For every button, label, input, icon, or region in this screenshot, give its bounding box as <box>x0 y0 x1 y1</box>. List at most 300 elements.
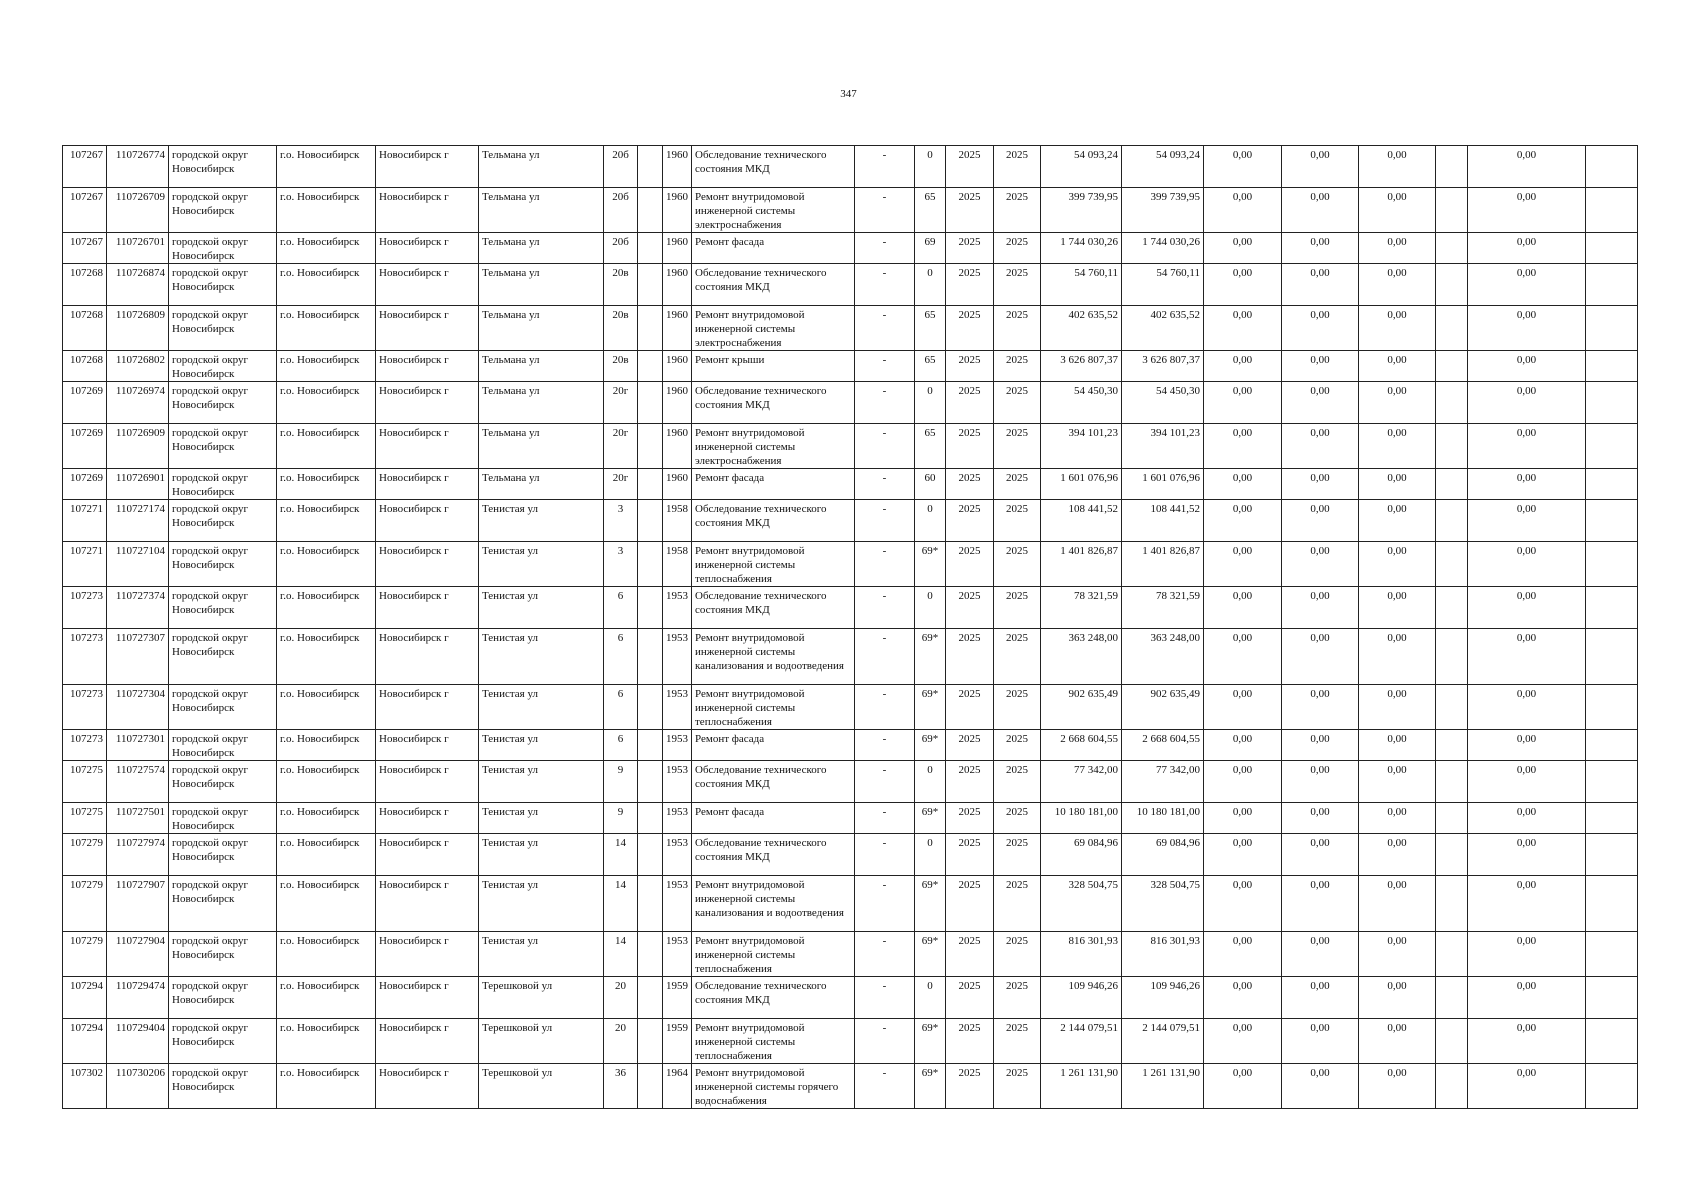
house-number-cell: 20г <box>604 424 638 469</box>
construction-year-cell: 1960 <box>663 424 692 469</box>
register-id-cell: 107268 <box>63 306 107 351</box>
element-id-cell: 110727974 <box>107 834 169 876</box>
municipal-district-cell: г.о. Новосибирск <box>277 977 376 1019</box>
work-type-cell: Обследование технического состояния МКД <box>692 977 855 1019</box>
register-id-cell: 107271 <box>63 542 107 587</box>
budget-federal-cell: 0,00 <box>1204 761 1282 803</box>
street-cell: Тельмана ул <box>479 382 604 424</box>
fund-cost-cell: 1 261 131,90 <box>1122 1064 1204 1109</box>
blank-cell <box>1436 761 1468 803</box>
work-type-cell: Ремонт внутридомовой инженерной системы теплоснабжения <box>692 542 855 587</box>
budget-regional-cell: 0,00 <box>1282 761 1359 803</box>
house-number-cell: 6 <box>604 587 638 629</box>
locality-cell: Новосибирск г <box>376 351 479 382</box>
total-cost-cell: 69 084,96 <box>1041 834 1122 876</box>
element-id-cell: 110729474 <box>107 977 169 1019</box>
budget-regional-cell: 0,00 <box>1282 685 1359 730</box>
table-row <box>63 629 1638 685</box>
element-id-cell: 110727307 <box>107 629 169 685</box>
building-cell <box>638 233 663 264</box>
budget-federal-cell: 0,00 <box>1204 932 1282 977</box>
total-cost-cell: 902 635,49 <box>1041 685 1122 730</box>
register-id-cell: 107269 <box>63 424 107 469</box>
house-number-cell: 20г <box>604 382 638 424</box>
municipality-cell: городской округ Новосибирск <box>169 761 277 803</box>
year-end-cell: 2025 <box>994 542 1041 587</box>
table-row <box>63 1064 1638 1109</box>
street-cell: Тельмана ул <box>479 306 604 351</box>
element-id-cell: 110726874 <box>107 264 169 306</box>
construction-year-cell: 1953 <box>663 685 692 730</box>
element-id-cell: 110727174 <box>107 500 169 542</box>
blank-cell <box>1436 424 1468 469</box>
budget-local-cell: 0,00 <box>1359 761 1436 803</box>
fund-cost-cell: 363 248,00 <box>1122 629 1204 685</box>
budget-federal-cell: 0,00 <box>1204 500 1282 542</box>
year-start-cell: 2025 <box>946 351 994 382</box>
budget-federal-cell: 0,00 <box>1204 876 1282 932</box>
year-end-cell: 2025 <box>994 1019 1041 1064</box>
element-id-cell: 110726901 <box>107 469 169 500</box>
municipality-cell: городской округ Новосибирск <box>169 306 277 351</box>
municipality-cell: городской округ Новосибирск <box>169 233 277 264</box>
empty-mark-cell: - <box>855 587 915 629</box>
element-id-cell: 110726802 <box>107 351 169 382</box>
budget-local-cell: 0,00 <box>1359 264 1436 306</box>
locality-cell: Новосибирск г <box>376 730 479 761</box>
building-cell <box>638 264 663 306</box>
wear-percent-cell: 69* <box>915 1064 946 1109</box>
note-cell <box>1586 500 1638 542</box>
year-end-cell: 2025 <box>994 761 1041 803</box>
year-start-cell: 2025 <box>946 146 994 188</box>
year-start-cell: 2025 <box>946 834 994 876</box>
year-end-cell: 2025 <box>994 382 1041 424</box>
municipality-cell: городской округ Новосибирск <box>169 730 277 761</box>
budget-regional-cell: 0,00 <box>1282 1064 1359 1109</box>
blank-cell <box>1436 629 1468 685</box>
construction-year-cell: 1959 <box>663 1019 692 1064</box>
empty-mark-cell: - <box>855 876 915 932</box>
other-sources-cell: 0,00 <box>1468 233 1586 264</box>
budget-local-cell: 0,00 <box>1359 730 1436 761</box>
municipal-district-cell: г.о. Новосибирск <box>277 500 376 542</box>
budget-federal-cell: 0,00 <box>1204 730 1282 761</box>
municipal-district-cell: г.о. Новосибирск <box>277 1064 376 1109</box>
municipality-cell: городской округ Новосибирск <box>169 382 277 424</box>
building-cell <box>638 500 663 542</box>
empty-mark-cell: - <box>855 469 915 500</box>
municipality-cell: городской округ Новосибирск <box>169 146 277 188</box>
budget-local-cell: 0,00 <box>1359 233 1436 264</box>
register-id-cell: 107273 <box>63 730 107 761</box>
fund-cost-cell: 328 504,75 <box>1122 876 1204 932</box>
fund-cost-cell: 902 635,49 <box>1122 685 1204 730</box>
budget-local-cell: 0,00 <box>1359 803 1436 834</box>
wear-percent-cell: 69* <box>915 629 946 685</box>
year-end-cell: 2025 <box>994 1064 1041 1109</box>
budget-local-cell: 0,00 <box>1359 834 1436 876</box>
work-type-cell: Ремонт крыши <box>692 351 855 382</box>
total-cost-cell: 363 248,00 <box>1041 629 1122 685</box>
table-row <box>63 306 1638 351</box>
budget-local-cell: 0,00 <box>1359 932 1436 977</box>
year-end-cell: 2025 <box>994 730 1041 761</box>
municipal-district-cell: г.о. Новосибирск <box>277 876 376 932</box>
element-id-cell: 110726809 <box>107 306 169 351</box>
locality-cell: Новосибирск г <box>376 306 479 351</box>
wear-percent-cell: 0 <box>915 382 946 424</box>
house-number-cell: 9 <box>604 803 638 834</box>
house-number-cell: 6 <box>604 730 638 761</box>
element-id-cell: 110727301 <box>107 730 169 761</box>
budget-federal-cell: 0,00 <box>1204 977 1282 1019</box>
budget-federal-cell: 0,00 <box>1204 264 1282 306</box>
budget-regional-cell: 0,00 <box>1282 188 1359 233</box>
table-row <box>63 542 1638 587</box>
locality-cell: Новосибирск г <box>376 685 479 730</box>
other-sources-cell: 0,00 <box>1468 1064 1586 1109</box>
register-id-cell: 107268 <box>63 351 107 382</box>
municipal-district-cell: г.о. Новосибирск <box>277 629 376 685</box>
year-start-cell: 2025 <box>946 264 994 306</box>
blank-cell <box>1436 1064 1468 1109</box>
budget-federal-cell: 0,00 <box>1204 424 1282 469</box>
house-number-cell: 20б <box>604 233 638 264</box>
empty-mark-cell: - <box>855 730 915 761</box>
year-end-cell: 2025 <box>994 424 1041 469</box>
table-row <box>63 730 1638 761</box>
street-cell: Тенистая ул <box>479 629 604 685</box>
element-id-cell: 110726709 <box>107 188 169 233</box>
blank-cell <box>1436 188 1468 233</box>
year-start-cell: 2025 <box>946 730 994 761</box>
register-id-cell: 107269 <box>63 469 107 500</box>
element-id-cell: 110726909 <box>107 424 169 469</box>
work-type-cell: Обследование технического состояния МКД <box>692 146 855 188</box>
budget-federal-cell: 0,00 <box>1204 146 1282 188</box>
fund-cost-cell: 78 321,59 <box>1122 587 1204 629</box>
construction-year-cell: 1960 <box>663 264 692 306</box>
building-cell <box>638 306 663 351</box>
other-sources-cell: 0,00 <box>1468 876 1586 932</box>
table-row <box>63 685 1638 730</box>
budget-federal-cell: 0,00 <box>1204 188 1282 233</box>
empty-mark-cell: - <box>855 977 915 1019</box>
empty-mark-cell: - <box>855 803 915 834</box>
empty-mark-cell: - <box>855 1064 915 1109</box>
register-id-cell: 107294 <box>63 1019 107 1064</box>
work-type-cell: Обследование технического состояния МКД <box>692 264 855 306</box>
year-start-cell: 2025 <box>946 542 994 587</box>
street-cell: Тенистая ул <box>479 876 604 932</box>
total-cost-cell: 1 601 076,96 <box>1041 469 1122 500</box>
year-start-cell: 2025 <box>946 587 994 629</box>
total-cost-cell: 54 760,11 <box>1041 264 1122 306</box>
element-id-cell: 110727104 <box>107 542 169 587</box>
street-cell: Тенистая ул <box>479 761 604 803</box>
year-end-cell: 2025 <box>994 306 1041 351</box>
municipality-cell: городской округ Новосибирск <box>169 1019 277 1064</box>
house-number-cell: 20г <box>604 469 638 500</box>
construction-year-cell: 1958 <box>663 542 692 587</box>
blank-cell <box>1436 542 1468 587</box>
street-cell: Тенистая ул <box>479 730 604 761</box>
register-id-cell: 107279 <box>63 932 107 977</box>
municipal-district-cell: г.о. Новосибирск <box>277 1019 376 1064</box>
blank-cell <box>1436 306 1468 351</box>
repair-register-table <box>62 145 1638 1109</box>
blank-cell <box>1436 351 1468 382</box>
fund-cost-cell: 77 342,00 <box>1122 761 1204 803</box>
note-cell <box>1586 876 1638 932</box>
budget-local-cell: 0,00 <box>1359 500 1436 542</box>
year-start-cell: 2025 <box>946 761 994 803</box>
municipal-district-cell: г.о. Новосибирск <box>277 932 376 977</box>
budget-federal-cell: 0,00 <box>1204 233 1282 264</box>
municipality-cell: городской округ Новосибирск <box>169 834 277 876</box>
element-id-cell: 110727501 <box>107 803 169 834</box>
other-sources-cell: 0,00 <box>1468 500 1586 542</box>
work-type-cell: Ремонт внутридомовой инженерной системы горячего водоснабжения <box>692 1064 855 1109</box>
budget-federal-cell: 0,00 <box>1204 834 1282 876</box>
table-row <box>63 876 1638 932</box>
budget-federal-cell: 0,00 <box>1204 542 1282 587</box>
budget-federal-cell: 0,00 <box>1204 629 1282 685</box>
total-cost-cell: 328 504,75 <box>1041 876 1122 932</box>
locality-cell: Новосибирск г <box>376 977 479 1019</box>
municipal-district-cell: г.о. Новосибирск <box>277 469 376 500</box>
register-id-cell: 107275 <box>63 803 107 834</box>
house-number-cell: 14 <box>604 932 638 977</box>
street-cell: Терешковой ул <box>479 1019 604 1064</box>
register-id-cell: 107273 <box>63 629 107 685</box>
locality-cell: Новосибирск г <box>376 803 479 834</box>
building-cell <box>638 685 663 730</box>
street-cell: Тенистая ул <box>479 932 604 977</box>
other-sources-cell: 0,00 <box>1468 382 1586 424</box>
budget-local-cell: 0,00 <box>1359 977 1436 1019</box>
note-cell <box>1586 1064 1638 1109</box>
note-cell <box>1586 469 1638 500</box>
street-cell: Тельмана ул <box>479 351 604 382</box>
register-id-cell: 107294 <box>63 977 107 1019</box>
house-number-cell: 3 <box>604 500 638 542</box>
other-sources-cell: 0,00 <box>1468 761 1586 803</box>
element-id-cell: 110727907 <box>107 876 169 932</box>
register-id-cell: 107267 <box>63 146 107 188</box>
building-cell <box>638 469 663 500</box>
empty-mark-cell: - <box>855 264 915 306</box>
municipal-district-cell: г.о. Новосибирск <box>277 761 376 803</box>
table-row <box>63 761 1638 803</box>
municipality-cell: городской округ Новосибирск <box>169 977 277 1019</box>
wear-percent-cell: 65 <box>915 351 946 382</box>
budget-regional-cell: 0,00 <box>1282 803 1359 834</box>
wear-percent-cell: 69* <box>915 876 946 932</box>
element-id-cell: 110726774 <box>107 146 169 188</box>
year-end-cell: 2025 <box>994 469 1041 500</box>
wear-percent-cell: 65 <box>915 306 946 351</box>
element-id-cell: 110730206 <box>107 1064 169 1109</box>
house-number-cell: 20б <box>604 146 638 188</box>
page-number: 347 <box>840 88 857 100</box>
municipality-cell: городской округ Новосибирск <box>169 351 277 382</box>
empty-mark-cell: - <box>855 932 915 977</box>
fund-cost-cell: 816 301,93 <box>1122 932 1204 977</box>
year-start-cell: 2025 <box>946 629 994 685</box>
year-end-cell: 2025 <box>994 188 1041 233</box>
house-number-cell: 20 <box>604 1019 638 1064</box>
other-sources-cell: 0,00 <box>1468 730 1586 761</box>
locality-cell: Новосибирск г <box>376 1064 479 1109</box>
wear-percent-cell: 0 <box>915 834 946 876</box>
building-cell <box>638 351 663 382</box>
fund-cost-cell: 1 401 826,87 <box>1122 542 1204 587</box>
construction-year-cell: 1960 <box>663 188 692 233</box>
construction-year-cell: 1953 <box>663 834 692 876</box>
fund-cost-cell: 1 601 076,96 <box>1122 469 1204 500</box>
municipality-cell: городской округ Новосибирск <box>169 500 277 542</box>
municipal-district-cell: г.о. Новосибирск <box>277 146 376 188</box>
house-number-cell: 3 <box>604 542 638 587</box>
total-cost-cell: 1 261 131,90 <box>1041 1064 1122 1109</box>
building-cell <box>638 146 663 188</box>
locality-cell: Новосибирск г <box>376 834 479 876</box>
note-cell <box>1586 424 1638 469</box>
budget-regional-cell: 0,00 <box>1282 1019 1359 1064</box>
total-cost-cell: 54 450,30 <box>1041 382 1122 424</box>
year-end-cell: 2025 <box>994 685 1041 730</box>
element-id-cell: 110726974 <box>107 382 169 424</box>
element-id-cell: 110727374 <box>107 587 169 629</box>
blank-cell <box>1436 1019 1468 1064</box>
municipal-district-cell: г.о. Новосибирск <box>277 351 376 382</box>
note-cell <box>1586 264 1638 306</box>
fund-cost-cell: 54 093,24 <box>1122 146 1204 188</box>
year-end-cell: 2025 <box>994 803 1041 834</box>
total-cost-cell: 3 626 807,37 <box>1041 351 1122 382</box>
budget-local-cell: 0,00 <box>1359 424 1436 469</box>
street-cell: Тенистая ул <box>479 685 604 730</box>
construction-year-cell: 1953 <box>663 587 692 629</box>
budget-regional-cell: 0,00 <box>1282 382 1359 424</box>
construction-year-cell: 1960 <box>663 233 692 264</box>
work-type-cell: Ремонт фасада <box>692 469 855 500</box>
register-id-cell: 107268 <box>63 264 107 306</box>
work-type-cell: Обследование технического состояния МКД <box>692 761 855 803</box>
note-cell <box>1586 188 1638 233</box>
empty-mark-cell: - <box>855 542 915 587</box>
street-cell: Тельмана ул <box>479 469 604 500</box>
construction-year-cell: 1953 <box>663 932 692 977</box>
locality-cell: Новосибирск г <box>376 587 479 629</box>
wear-percent-cell: 0 <box>915 761 946 803</box>
building-cell <box>638 542 663 587</box>
wear-percent-cell: 65 <box>915 424 946 469</box>
budget-regional-cell: 0,00 <box>1282 876 1359 932</box>
register-id-cell: 107302 <box>63 1064 107 1109</box>
municipality-cell: городской округ Новосибирск <box>169 685 277 730</box>
blank-cell <box>1436 264 1468 306</box>
register-id-cell: 107279 <box>63 834 107 876</box>
street-cell: Тенистая ул <box>479 587 604 629</box>
locality-cell: Новосибирск г <box>376 188 479 233</box>
table-row <box>63 469 1638 500</box>
year-end-cell: 2025 <box>994 587 1041 629</box>
fund-cost-cell: 402 635,52 <box>1122 306 1204 351</box>
budget-federal-cell: 0,00 <box>1204 1064 1282 1109</box>
budget-regional-cell: 0,00 <box>1282 500 1359 542</box>
work-type-cell: Ремонт внутридомовой инженерной системы электроснабжения <box>692 306 855 351</box>
budget-local-cell: 0,00 <box>1359 587 1436 629</box>
work-type-cell: Ремонт внутридомовой инженерной системы теплоснабжения <box>692 685 855 730</box>
empty-mark-cell: - <box>855 685 915 730</box>
work-type-cell: Обследование технического состояния МКД <box>692 587 855 629</box>
budget-regional-cell: 0,00 <box>1282 146 1359 188</box>
work-type-cell: Ремонт фасада <box>692 233 855 264</box>
element-id-cell: 110726701 <box>107 233 169 264</box>
street-cell: Терешковой ул <box>479 977 604 1019</box>
work-type-cell: Ремонт фасада <box>692 730 855 761</box>
wear-percent-cell: 65 <box>915 188 946 233</box>
locality-cell: Новосибирск г <box>376 761 479 803</box>
building-cell <box>638 977 663 1019</box>
work-type-cell: Ремонт фасада <box>692 803 855 834</box>
table-row <box>63 1019 1638 1064</box>
element-id-cell: 110727304 <box>107 685 169 730</box>
municipality-cell: городской округ Новосибирск <box>169 803 277 834</box>
street-cell: Терешковой ул <box>479 1064 604 1109</box>
register-id-cell: 107273 <box>63 587 107 629</box>
year-end-cell: 2025 <box>994 932 1041 977</box>
empty-mark-cell: - <box>855 1019 915 1064</box>
table-row <box>63 264 1638 306</box>
total-cost-cell: 2 668 604,55 <box>1041 730 1122 761</box>
work-type-cell: Ремонт внутридомовой инженерной системы теплоснабжения <box>692 932 855 977</box>
blank-cell <box>1436 382 1468 424</box>
total-cost-cell: 77 342,00 <box>1041 761 1122 803</box>
note-cell <box>1586 587 1638 629</box>
fund-cost-cell: 54 760,11 <box>1122 264 1204 306</box>
locality-cell: Новосибирск г <box>376 629 479 685</box>
table-row <box>63 932 1638 977</box>
year-start-cell: 2025 <box>946 932 994 977</box>
year-start-cell: 2025 <box>946 876 994 932</box>
empty-mark-cell: - <box>855 351 915 382</box>
budget-regional-cell: 0,00 <box>1282 932 1359 977</box>
other-sources-cell: 0,00 <box>1468 351 1586 382</box>
building-cell <box>638 1064 663 1109</box>
building-cell <box>638 932 663 977</box>
house-number-cell: 6 <box>604 629 638 685</box>
building-cell <box>638 1019 663 1064</box>
fund-cost-cell: 2 668 604,55 <box>1122 730 1204 761</box>
total-cost-cell: 1 401 826,87 <box>1041 542 1122 587</box>
other-sources-cell: 0,00 <box>1468 469 1586 500</box>
blank-cell <box>1436 500 1468 542</box>
municipality-cell: городской округ Новосибирск <box>169 629 277 685</box>
total-cost-cell: 108 441,52 <box>1041 500 1122 542</box>
construction-year-cell: 1964 <box>663 1064 692 1109</box>
blank-cell <box>1436 685 1468 730</box>
municipality-cell: городской округ Новосибирск <box>169 587 277 629</box>
budget-federal-cell: 0,00 <box>1204 803 1282 834</box>
total-cost-cell: 1 744 030,26 <box>1041 233 1122 264</box>
street-cell: Тельмана ул <box>479 188 604 233</box>
table-row <box>63 351 1638 382</box>
note-cell <box>1586 382 1638 424</box>
